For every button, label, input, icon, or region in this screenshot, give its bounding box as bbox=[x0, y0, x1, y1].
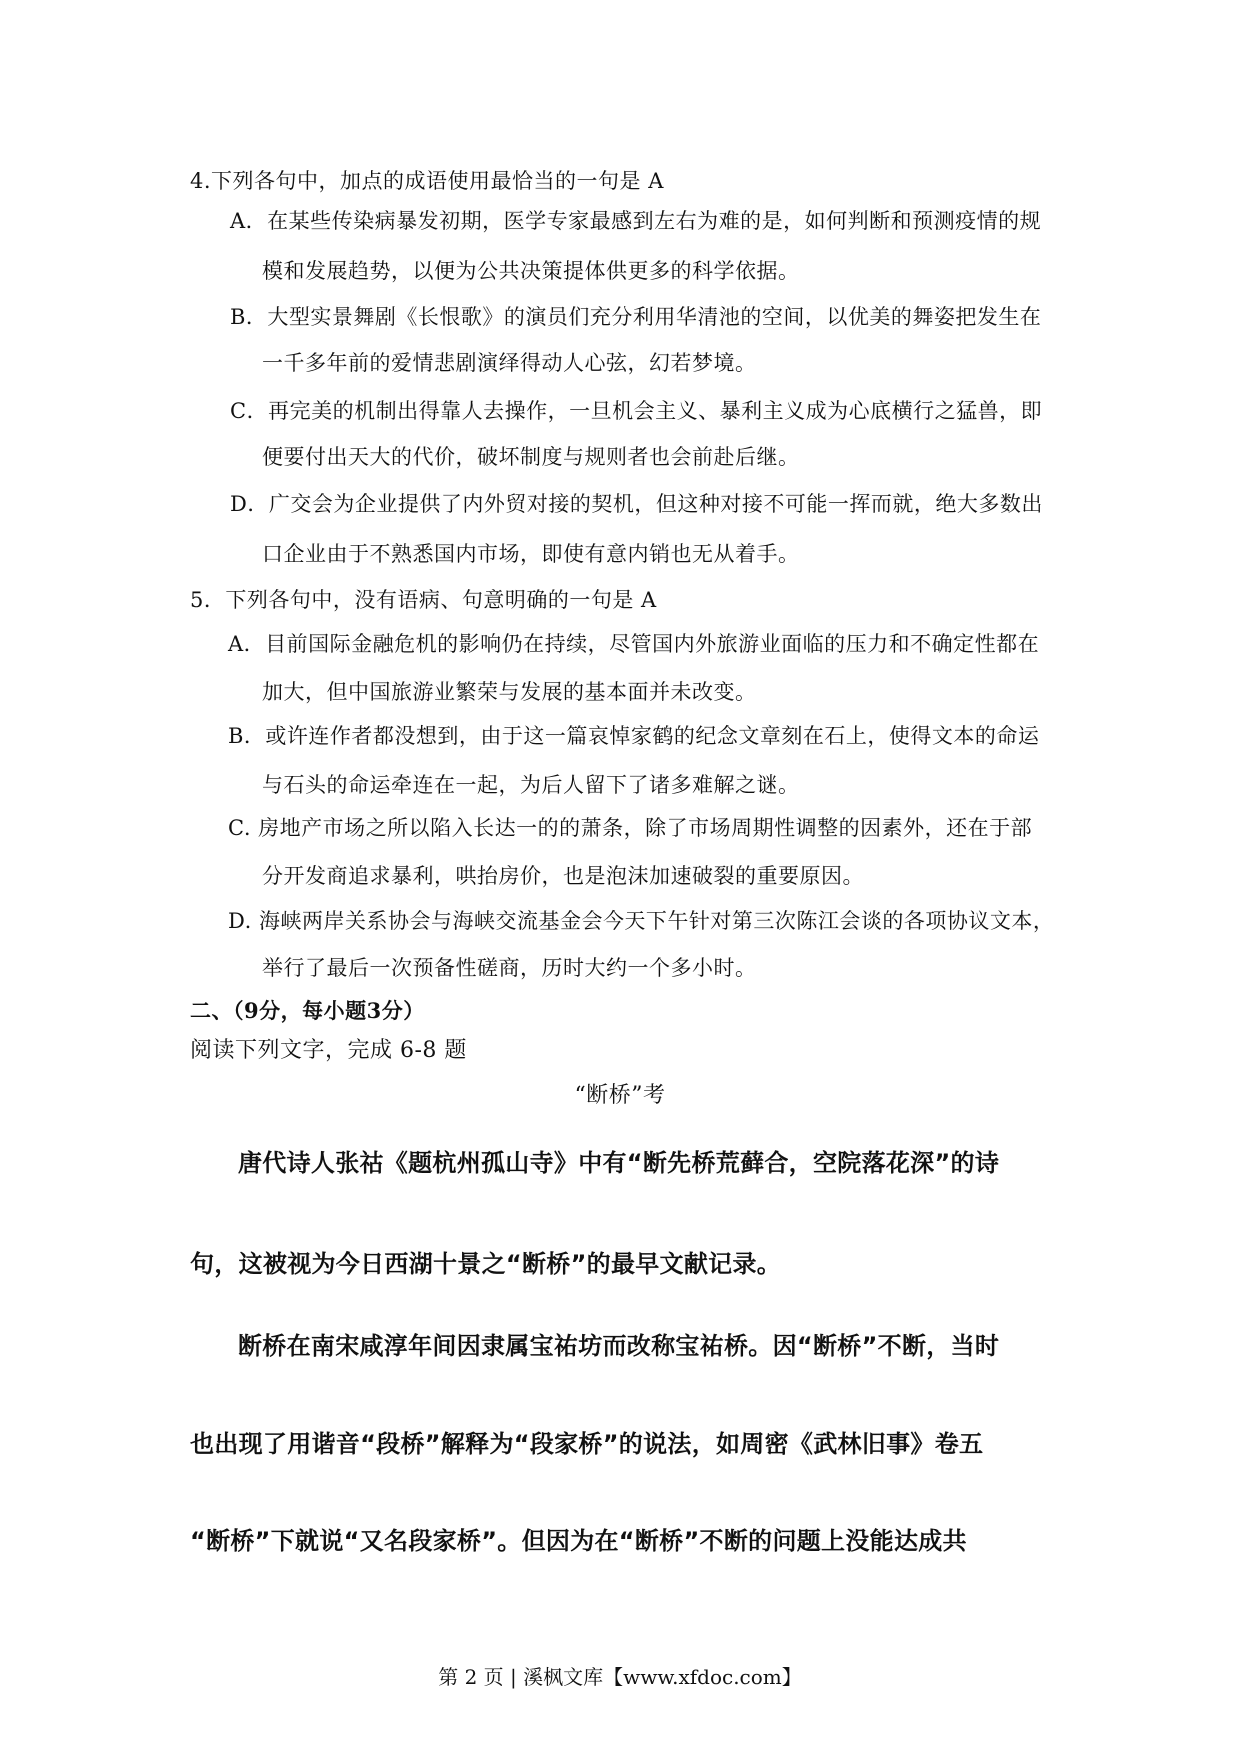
section-instruction: 阅读下列文字，完成 6-8 题 bbox=[190, 1038, 467, 1063]
passage-title: “断桥”考 bbox=[574, 1083, 666, 1108]
section-heading: 二、（9分，每小题3分） bbox=[190, 998, 425, 1023]
q5-option-c-line2: 分开发商追求暴利，哄抬房价，也是泡沫加速破裂的重要原因。 bbox=[262, 864, 864, 888]
q5-option-b-line1: B．或许连作者都没想到，由于这一篇哀悼家鹤的纪念文章刻在石上，使得文本的命运 bbox=[228, 724, 1040, 748]
q4-option-b-line1: B．大型实景舞剧《长恨歌》的演员们充分利用华清池的空间，以优美的舞姿把发生在 bbox=[230, 305, 1042, 329]
q4-option-d-line2: 口企业由于不熟悉国内市场，即使有意内销也无从着手。 bbox=[262, 542, 800, 566]
q5-option-a-line2: 加大，但中国旅游业繁荣与发展的基本面并未改变。 bbox=[262, 680, 757, 704]
question-4-stem: 4.下列各句中，加点的成语使用最恰当的一句是 A bbox=[190, 169, 664, 193]
passage-p2-line2: 也出现了用谐音“段桥”解释为“段家桥”的说法，如周密《武林旧事》卷五 bbox=[190, 1430, 984, 1458]
q5-option-c-line1: C. 房地产市场之所以陷入长达一的的萧条，除了市场周期性调整的因素外，还在于部 bbox=[228, 816, 1033, 840]
q5-option-a-line1: A．目前国际金融危机的影响仍在持续，尽管国内外旅游业面临的压力和不确定性都在 bbox=[228, 632, 1040, 656]
q4-option-c-line1: C．再完美的机制出得靠人去操作，一旦机会主义、暴利主义成为心底横行之猛兽，即 bbox=[230, 399, 1043, 423]
passage-p2-line1: 断桥在南宋咸淳年间因隶属宝祐坊而改称宝祐桥。因“断桥”不断，当时 bbox=[238, 1332, 1000, 1360]
q5-option-d-line1: D. 海峡两岸关系协会与海峡交流基金会今天下午针对第三次陈江会谈的各项协议文本， bbox=[228, 909, 1055, 933]
page-footer: 第 2 页 | 溪枫文库【www.xfdoc.com】 bbox=[438, 1665, 802, 1689]
passage-p2-line3: “断桥”下就说“又名段家桥”。但因为在“断桥”不断的问题上没能达成共 bbox=[190, 1527, 967, 1555]
q4-option-c-line2: 便要付出天大的代价，破坏制度与规则者也会前赴后继。 bbox=[262, 445, 800, 469]
passage-p1-line1: 唐代诗人张祜《题杭州孤山寺》中有“断先桥荒藓合，空院落花深”的诗 bbox=[238, 1149, 1000, 1177]
q4-option-b-line2: 一千多年前的爱情悲剧演绎得动人心弦，幻若梦境。 bbox=[262, 351, 757, 375]
question-5-stem: 5．下列各句中，没有语病、句意明确的一句是 A bbox=[190, 588, 657, 612]
q5-option-b-line2: 与石头的命运牵连在一起，为后人留下了诸多难解之谜。 bbox=[262, 773, 800, 797]
q4-option-a-line1: A．在某些传染病暴发初期，医学专家最感到左右为难的是，如何判断和预测疫情的规 bbox=[230, 209, 1042, 233]
q5-option-d-line2: 举行了最后一次预备性磋商，历时大约一个多小时。 bbox=[262, 956, 757, 980]
q4-option-a-line2: 模和发展趋势，以便为公共决策提体供更多的科学依据。 bbox=[262, 259, 800, 283]
passage-p1-line2: 句，这被视为今日西湖十景之“断桥”的最早文献记录。 bbox=[190, 1250, 782, 1278]
q4-option-d-line1: D．广交会为企业提供了内外贸对接的契机，但这种对接不可能一挥而就，绝大多数出 bbox=[230, 492, 1043, 516]
